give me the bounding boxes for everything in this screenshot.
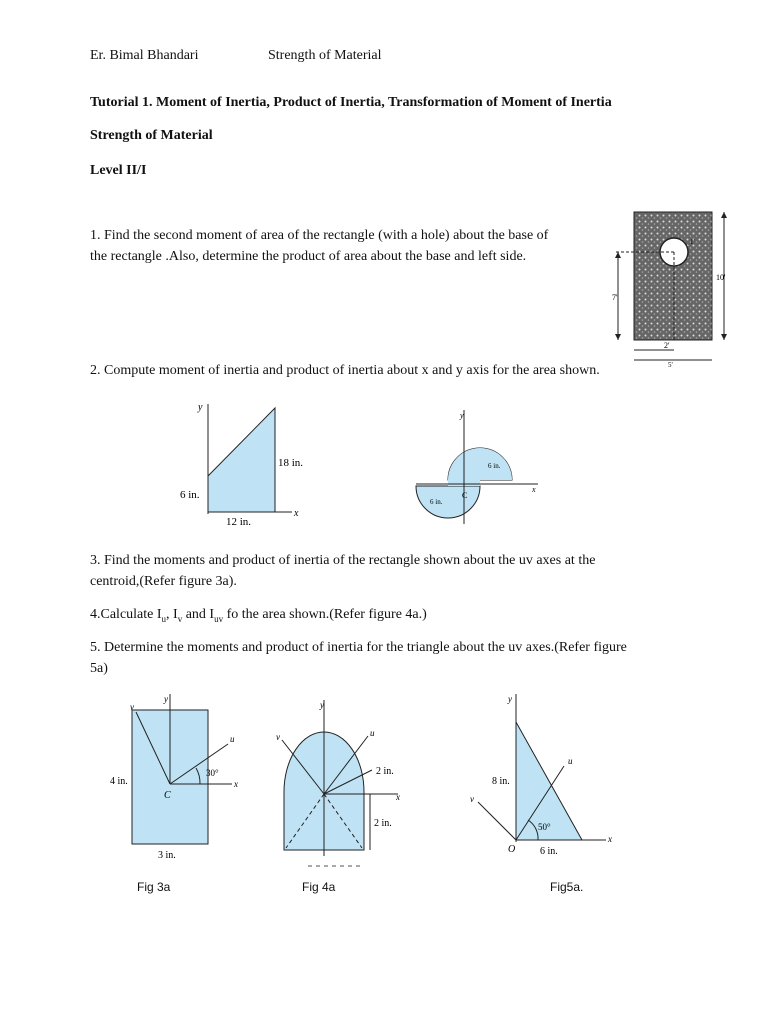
fig-4a bbox=[268, 696, 408, 871]
axis-u-label: u bbox=[568, 756, 573, 766]
axis-y-label: y bbox=[320, 700, 324, 710]
dim-4in: 4 in. bbox=[110, 776, 128, 787]
trapezoid-area bbox=[208, 408, 275, 512]
axis-y-label: y bbox=[508, 694, 512, 704]
level: Level II/I bbox=[90, 163, 147, 178]
course-name: Strength of Material bbox=[90, 128, 213, 143]
angle-50: 50° bbox=[538, 822, 551, 832]
axis-y-label: y bbox=[164, 694, 168, 704]
dim-12in: 12 in. bbox=[226, 516, 252, 528]
axis-u-label: u bbox=[230, 734, 235, 744]
fig-5a bbox=[458, 690, 628, 865]
axis-v-label: v bbox=[276, 732, 280, 742]
caption-fig-4a: Fig 4a bbox=[302, 880, 336, 894]
header-author: Er. Bimal Bhandari bbox=[90, 48, 199, 63]
axis-u-label: u bbox=[370, 728, 375, 738]
dim-radius-2in: 2 in. bbox=[376, 766, 394, 777]
q5-line2: 5a) bbox=[90, 661, 108, 676]
caption-fig-3a: Fig 3a bbox=[137, 880, 171, 894]
q3-line2: centroid,(Refer figure 3a). bbox=[90, 574, 237, 589]
q4-text: 4.Calculate $I_u$, $I_v$ and $I_{uv}$ fo the area shown.(Refer figure 4a.) bbox=[90, 607, 427, 624]
q2-figure-b bbox=[408, 406, 558, 541]
axis-v-label: v bbox=[130, 702, 134, 712]
axis-y-label: y bbox=[460, 411, 464, 420]
origin-label: O bbox=[508, 844, 516, 855]
dim-3in: 3 in. bbox=[158, 850, 176, 861]
axis-x-label: x bbox=[294, 508, 299, 519]
dim-10ft: 10' bbox=[716, 273, 726, 282]
q5-line1: 5. Determine the moments and product of inertia for the triangle about the uv axes.(Refer figure bbox=[90, 640, 627, 655]
axis-x-label: x bbox=[608, 834, 612, 844]
q2-figure-a bbox=[168, 396, 308, 531]
dim-7ft: 7' bbox=[612, 293, 618, 302]
header-subject: Strength of Material bbox=[268, 48, 382, 63]
axis-v-label: v bbox=[470, 794, 474, 804]
dim-18in: 18 in. bbox=[278, 457, 304, 469]
fig-3a bbox=[100, 690, 260, 865]
page-title: Tutorial 1. Moment of Inertia, Product of Inertia, Transformation of Moment of Inertia bbox=[90, 95, 612, 110]
dim-8in: 8 in. bbox=[492, 776, 510, 787]
dim-6in: 6 in. bbox=[180, 489, 200, 501]
q1-line2: the rectangle .Also, determine the product of area about the base and left side. bbox=[90, 249, 527, 264]
q1-figure bbox=[608, 208, 748, 368]
rect-with-hole bbox=[634, 212, 712, 340]
axis-y-label: y bbox=[198, 402, 203, 413]
axis-x-label: x bbox=[532, 485, 536, 494]
q2-text: 2. Compute moment of inertia and product of inertia about x and y axis for the area shown. bbox=[90, 363, 600, 378]
axis-x-label: x bbox=[396, 792, 400, 802]
axis-x-label: x bbox=[234, 779, 238, 789]
semicircle-lower bbox=[416, 486, 480, 518]
dim-5ft: 5' bbox=[668, 361, 673, 368]
dim-6in: 6 in. bbox=[540, 846, 558, 857]
dim-6in-upper: 6 in. bbox=[488, 462, 501, 470]
dim-6in-lower: 6 in. bbox=[430, 498, 443, 506]
q3-line1: 3. Find the moments and product of inertia of the rectangle shown about the uv axes at the bbox=[90, 553, 596, 568]
dim-2ft: 2' bbox=[664, 341, 670, 350]
caption-fig-5a: Fig5a. bbox=[550, 880, 584, 894]
angle-30: 30° bbox=[206, 768, 219, 778]
centroid-label: C bbox=[164, 790, 171, 801]
dim-1ft: 1' bbox=[690, 238, 695, 246]
q1-line1: 1. Find the second moment of area of the rectangle (with a hole) about the base of bbox=[90, 228, 549, 243]
centroid-label: C bbox=[462, 491, 468, 500]
dim-height-2in: 2 in. bbox=[374, 818, 392, 829]
